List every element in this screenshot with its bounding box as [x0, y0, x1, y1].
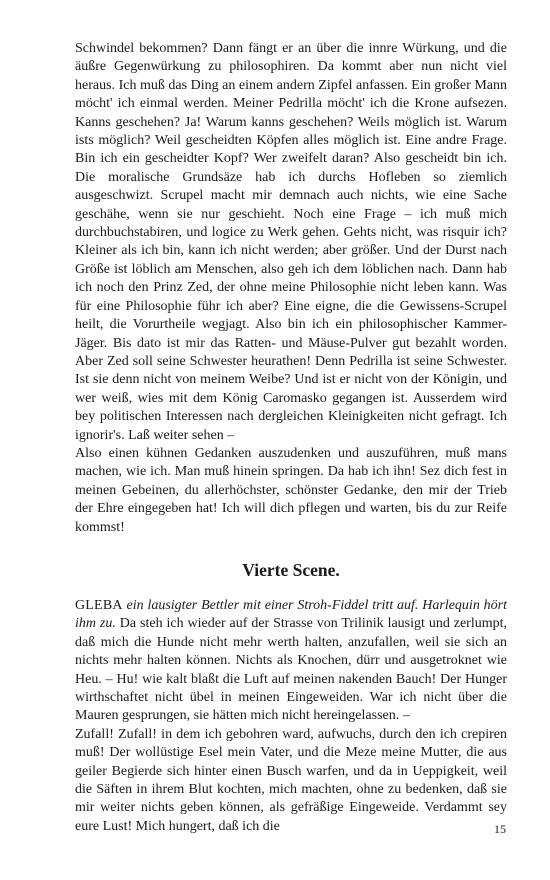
- paragraph-2: Also einen kühnen Gedanken auszudenken und auszuführen, muß mans machen, wie ich. Man muß hinein springen. Da hab ich ihn! Sez dich fest in meinen Gebeinen, du allerhöchster, schönster Gedanke, den mir der Trieb der Ehre eingegeben hat! Ich will dich pflegen und warten, bis du zur Reife kommst!: [75, 445, 507, 535]
- scene-opening: [75, 597, 507, 726]
- paragraph-1: Schwindel bekommen? Dann fängt er an über die innre Würkung, und die äußre Gegenwürkung zu philosophiren. Da kommt aber nun nicht viel heraus. Ich muß das Ding an einem andern Zipfel anfassen. Ein großer Mann möcht' ich einmal werden. Meiner Pedrilla möcht' ich die Krone aufsezen. Kanns geschehen? Ja! Warum kanns geschehen? Weils möglich ist. Warum ists möglich? Weil gescheidten Köpfen alles möglich ist. Eine andre Frage. Bin ich ein gescheidter Kopf? Wer zweifelt daran? Also gescheidt bin ich. Die moralische Grundsäze hab ich durchs Hofleben so ziemlich ausgeschwizt. Scrupel macht mir demnach auch nichts, wie eine Sache geschähe, wenn sie nur geschieht. Noch eine Frage – ich muß mich durchbuchstabiren, und logice zu Werk gehen. Gehts nicht, was risquir ich? Kleiner als ich bin, kann ich nicht werden; aber größer. Und der Durst nach Größe ist löblich am Menschen, also geh ich dem löblichen nach. Dann hab ich noch den Prinz Zed, der ohne meine Philosophie nicht leben kann. Was für eine Philosophie führ ich aber? Eine eigne, die die Gewissens-Scrupel heilt, die Vorurtheile wegjagt. Also bin ich ein philosophischer Kammer- Jäger. Bis dato ist mir das Ratten- und Mäuse-Pulver gut bezahlt worden. Aber Zed soll seine Schwester heurathen! Denn Pedrilla ist seine Schwester. Ist sie denn nicht von meinem Weibe? Und ist er nicht von der Königin, und wer weiß, wies mit dem König Caromasko gegangen ist. Ausserdem wird bey politischen Interessen nach dergleichen Kleinigkeiten nicht gefragt. Ich ignorir's. Laß weiter sehen –: [75, 41, 507, 443]
- body-text: [75, 40, 507, 537]
- scene-heading: Vierte Scene.: [242, 559, 340, 580]
- stage-direction: ein lausigter Bettler mit einer Stroh-Fiddel tritt auf. Harlequin hört ihm zu.: [75, 597, 507, 632]
- scene-text: [75, 597, 507, 836]
- speaker-name: GLEBA: [75, 597, 123, 613]
- page-content: [75, 40, 507, 836]
- paragraph-4: Zufall! Zufall! in dem ich gebohren ward, aufwuchs, durch den ich crepiren muß! Der wollüstige Esel mein Vater, und die Meze meine Mutter, die aus geiler Begierde sich hinter einen Busch warfen, und da in Ueppigkeit, weil die Säften in ihrem Blut kochten, mich machten, ohne zu bedenken, daß sie mir weiter nichts geben können, als gefräßige Eingeweide. Verdammt sey eure Lust! Mich hungert, daß ich die: [75, 726, 507, 834]
- paragraph-3: Da steh ich wieder auf der Strasse von Trilinik lausigt und zerlumpt, daß mich die Hunde nicht mehr werth halten, anzufallen, weil sie sich an nichts mehr halten können. Nichts als Knochen, dürr und ausgetroknet wie Heu. – Hu! wie kalt blaßt die Luft auf meinen nakenden Bauch! Der Hunger wirthschaftet nicht übel in meinen Eingeweiden. War ich nicht über die Mauren gesprungen, sie hätten mich nicht hereingelassen. –: [75, 616, 507, 724]
- page-number: 15: [494, 822, 506, 836]
